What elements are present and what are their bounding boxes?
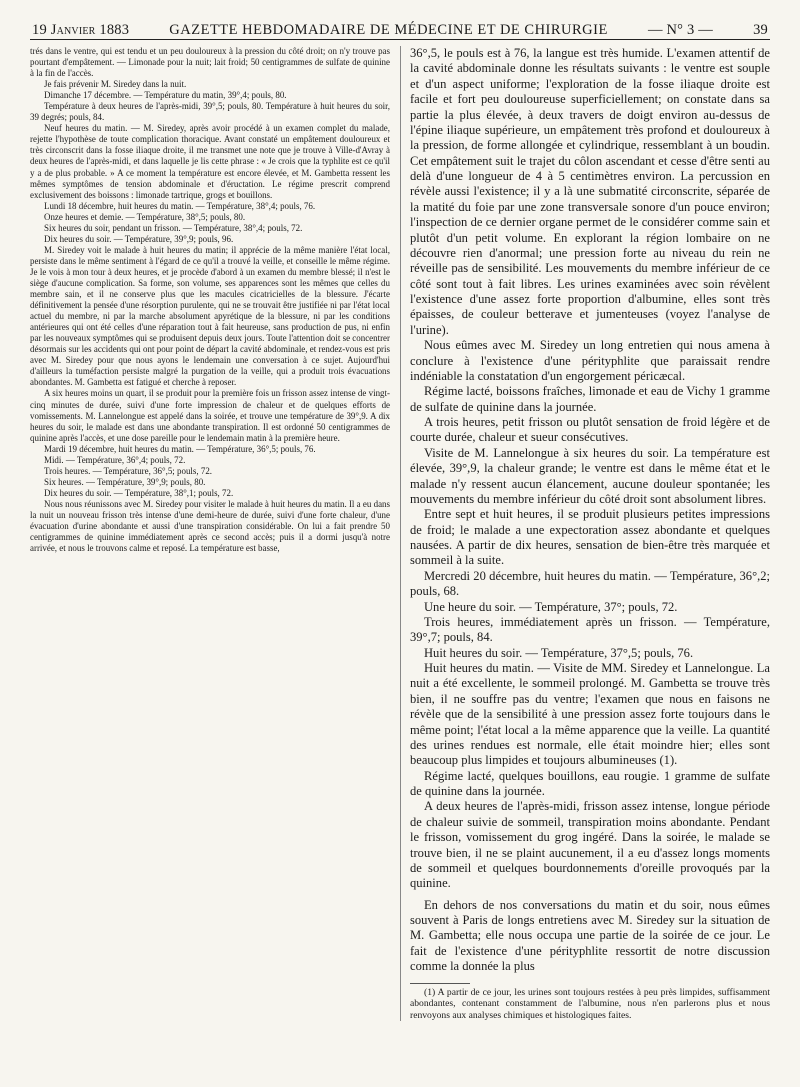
paragraph: Dix heures du soir. — Température, 39°,9; pouls, 96. (44, 233, 234, 244)
paragraph: Dix heures du soir. — Température, 38°,1; pouls, 72. (44, 487, 234, 498)
paragraph: Lundi 18 décembre, huit heures du matin. — Température, 38°,4; pouls, 76. (44, 200, 316, 211)
paragraph: M. Siredey voit le malade à huit heures du matin; il apprécie de la même manière l'état local, persiste dans le même sentiment à l'égard de ce qu'il a trouvé la veille, et conseille le même régime. Je le vois à mon tour à deux heures, et je procède d'abord à un examen du membre blessé; il n'est le siège d'aucune complication. Sa forme, son volume, ses apparences sont les mêmes que celles du membre sain, et il ne conserve plus que les macules cicatricielles de la blessure. J'écarte définitivement la pensée d'une résorption purulente, qui ne se trouvait être justifiée ni par l'état local actuel du membre, ni par la marche absolument apyrétique de la blessure, ni par les conditions antérieures qui ont été celles d'une réparation tout à fait heureuse, sans production de pus, ni enfin par les nouveaux symptômes qui se produisent depuis deux jours. Toute l'attention doit se concentrer désormais sur les accidents qui ont pour point de départ la cavité abdominale, et rendez-vous est pris avec M. Siredey pour que nous ayons le lendemain une conversation à ce sujet. Aujourd'hui d'ailleurs la tuméfaction persiste malgré la purgation de la veille, qui a produit trois évacuations abondantes. M. Gambetta est fatigué et cherche à reposer. (30, 244, 390, 388)
paragraph: Nous nous réunissons avec M. Siredey pour visiter le malade à huit heures du matin. Il a eu dans la nuit un nouveau frisson très intense d'une demi-heure de durée, suivi d'une forte chaleur, d'une évacuation d'urine abondante et aussi d'une transpiration considérable. On lui a fait prendre 50 centigrammes de quinine immédiatement après ce second accès; puis il a dormi jusqu'à notre arrivée, et nous le trouvons calme et reposé. La température est basse, (30, 498, 390, 554)
paragraph: A six heures moins un quart, il se produit pour la première fois un frisson assez intense de vingt-cinq minutes de durée, suivi d'une forte impression de chaleur et de quelques efforts de vomissements. M. Lannelongue est appelé dans la soirée, et trouve une température de 39°,9. A dix heures du soir, le malade est dans une abondante transpiration. Il est ordonné 50 centigrammes de quinine après l'accès, et une dose pareille pour le lendemain matin à la première heure. (30, 388, 390, 443)
paragraph: Neuf heures du matin. — M. Siredey, après avoir procédé à un examen complet du malade, rejette l'hypothèse de toute complication thoracique. Avant constaté un empâtement douloureux et très circonscrit dans la fosse iliaque droite, il me transmet une note que je trouve à Ville-d'Avray à deux heures de l'après-midi, et dans laquelle je lis cette phrase : « Je crois que la typhlite est ce qu'il y a de plus probable. » A ce moment la température est encore élevée, et M. Gambetta ressent les mêmes symptômes de tension abdominale et d'éructation. Le régime prescrit comprend exclusivement des boissons : limonade tartrique, grogs et bouillons. (30, 123, 390, 200)
footnote-rule (410, 983, 470, 984)
column-rule (400, 46, 401, 1021)
paragraph: Midi. — Température, 36°,4; pouls, 72. (44, 454, 186, 465)
paragraph: trés dans le ventre, qui est tendu et un peu douloureux à la pression du côté droit; on n'y trouve pas pourtant d'empâtement. — Limonade pour la nuit; lait froid; 50 centigrammes de sulfate de quinine à la fin de l'accès. (30, 46, 390, 79)
paragraph: Nous eûmes avec M. Siredey un long entretien qui nous amena à conclure à l'existence d'une pérityphlite que paraissait rendre indéniable la constatation d'un engorgement péricæcal. (410, 338, 770, 383)
paragraph: Entre sept et huit heures, il se produit plusieurs petites impressions de froid; le malade a une expectoration assez abondante et quelques nausées. A partir de dix heures, sensation de bien-être très marquée et sommeil à la suite. (410, 507, 770, 568)
paragraph: Trois heures. — Température, 36°,5; pouls, 72. (44, 465, 213, 476)
paragraph: Onze heures et demie. — Température, 38°,5; pouls, 80. (44, 211, 246, 222)
paragraph: Visite de M. Lannelongue à six heures du soir. La température est élevée, 39°,9, la chaleur grande; le ventre est dans le même état et le malade n'y ressent aucun élancement, aucune douleur spontanée; les mouvements du membre inférieur du côté droit sont absolument libres. (410, 445, 770, 506)
paragraph: Régime lacté, boissons fraîches, limonade et eau de Vichy 1 gramme de sulfate de quinine dans la journée. (410, 384, 770, 414)
text-columns (30, 46, 770, 1021)
paragraph: A trois heures, petit frisson ou plutôt sensation de froid légère et de courte durée, chaleur et sueur consécutives. (410, 415, 770, 445)
paragraph: En dehors de nos conversations du matin et du soir, nous eûmes souvent à Paris de longs entretiens avec M. Siredey sur la situation de M. Gambetta; elle nous occupa une partie de la soirée de ce jour. Le fait de l'existence d'une pérityphlite ressortit de notre discussion comme la donnée la plus (410, 897, 770, 974)
journal-title: GAZETTE HEBDOMADAIRE DE MÉDECINE ET DE CHIRURGIE (169, 22, 608, 38)
left-column (30, 46, 390, 1021)
paragraph: Température à deux heures de l'après-midi, 39°,5; pouls, 80. Température à huit heures du soir, 39 degrés; pouls, 84. (30, 101, 390, 123)
page-number: 39 (753, 22, 768, 38)
paragraph: Huit heures du soir. — Température, 37°,5; pouls, 76. (424, 645, 694, 660)
paragraph: Mercredi 20 décembre, huit heures du matin. — Température, 36°,2; pouls, 68. (410, 568, 770, 599)
paragraph: Régime lacté, quelques bouillons, eau rougie. 1 gramme de sulfate de quinine dans la journée. (410, 768, 770, 798)
paragraph: Trois heures, immédiatement après un frisson. — Température, 39°,7; pouls, 84. (410, 614, 770, 645)
paragraph: Une heure du soir. — Température, 37°; pouls, 72. (424, 599, 678, 614)
issue-date: 19 Janvier 1883 (32, 22, 130, 38)
paragraph: A deux heures de l'après-midi, frisson assez intense, longue période de chaleur suivie de sommeil, transpiration moins abondante. Pendant le frisson, vomissement du grog ingéré. Dans la soirée, le malade se trouve bien, il ne se plaint aucunement, il a eu d'assez longs moments de sommeil et quelques bourdonnements d'oreille provoqués par la quinine. (410, 799, 770, 891)
running-head (30, 10, 770, 40)
paragraph: 36°,5, le pouls est à 76, la langue est très humide. L'examen attentif de la cavité abdominale donne les résultats suivants : le ventre est souple et d'un aspect uniforme; l'exploration de la fosse iliaque droite est facile et fort peu douloureuse superficiellement; on constate dans sa partie la plus élevée, à deux travers de doigt environ au-dessus de l'épine iliaque supérieure, un empâtement très profond et douloureux à la pression, de forme allongée et cylindrique, ressemblant à un boudin. Cet empâtement suit le trajet du côlon ascendant et cesse d'être senti au delà d'une longueur de 4 à 5 centimètres environ. La percussion en révèle aussi l'existence; il y a là une submatité circonscrite, séparée de la matité du foie par une zone transversale sonore d'un pouce environ; l'inspection de ce dernier organe permet de le considérer comme sain et plutôt d'un petit volume. En explorant la région lombaire on ne découvre rien d'anormal; une pression forte au niveau du rein ne réveille pas de sensibilité. Les mouvements du membre inférieur de ce côté sont tout à fait libres. Les urines examinées avec soin révèlent l'existence d'une assez forte proportion d'albumine, elles sont très épaisses, de couleur betterave et jumenteuses (voyez l'analyse de l'urine). (410, 46, 770, 337)
paragraph: Mardi 19 décembre, huit heures du matin. — Température, 36°,5; pouls, 76. (44, 443, 316, 454)
paragraph: Six heures du soir, pendant un frisson. — Température, 38°,4; pouls, 72. (44, 222, 303, 233)
footnote: (1) A partir de ce jour, les urines sont toujours restées à peu près limpides, suffisamment abondantes, contenant constamment de l'albumine, nous n'en parlerons plus et nous renvoyons aux analyses chimiques et histologiques faites. (410, 986, 770, 1021)
paragraph: Je fais prévenir M. Siredey dans la nuit. (44, 79, 187, 90)
issue-number: — N° 3 — (647, 22, 713, 38)
paragraph: Huit heures du matin. — Visite de MM. Siredey et Lannelongue. La nuit a été excellente, le sommeil prolongé. M. Gambetta se trouve très bien, il ne souffre pas du ventre; l'examen que nous en faisons ne révèle que de la sensibilité à une pression assez forte toujours dans le même point; l'état local a la même apparence que la veille. La quantité des urines rendues est normale, elle était moindre hier; elles sont beaucoup plus limpides et toujours albumineuses (1). (410, 661, 770, 768)
paragraph: Six heures. — Température, 39°,9; pouls, 80. (44, 476, 206, 487)
paragraph: Dimanche 17 décembre. — Température du matin, 39°,4; pouls, 80. (44, 90, 287, 101)
right-column (410, 46, 770, 1021)
